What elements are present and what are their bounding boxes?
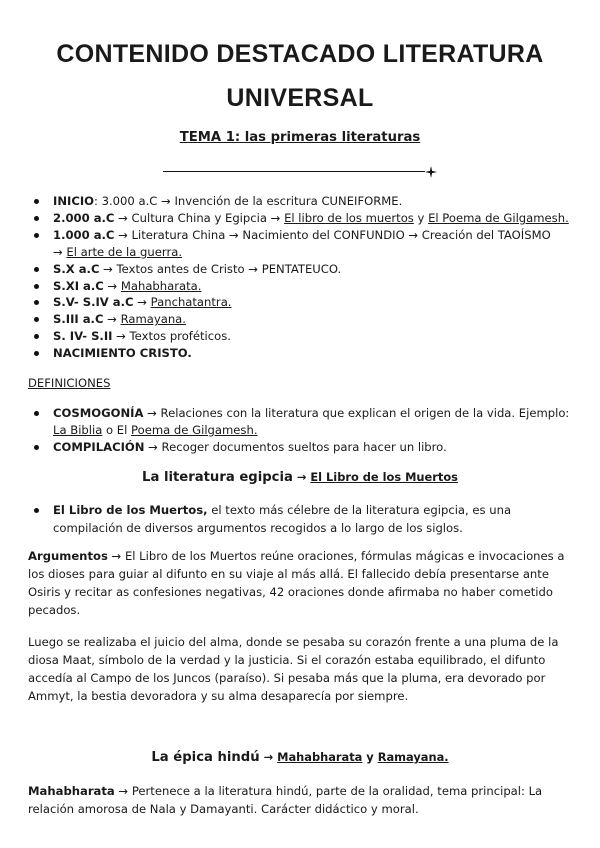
- bullet-icon: [34, 284, 39, 289]
- section-title: La épica hindú: [151, 750, 260, 765]
- bullet-icon: [34, 317, 39, 322]
- decorative-divider: [163, 166, 437, 178]
- item-text: → Cultura China y Egipcia →: [114, 210, 285, 225]
- list-item: [28, 328, 576, 345]
- connector-text: y: [362, 750, 378, 764]
- underlined-title: El libro de los muertos: [284, 210, 414, 225]
- bullet-icon: [34, 508, 39, 513]
- item-label: NACIMIENTO CRISTO.: [53, 346, 192, 361]
- arrow-text: →: [292, 470, 311, 484]
- bullet-icon: [34, 300, 39, 305]
- star-icon: [425, 166, 437, 178]
- item-label: 1.000 a.C: [53, 227, 115, 242]
- list-item: [28, 405, 576, 439]
- arrow-text: →: [259, 750, 278, 764]
- definition-text: → Recoger documentos sueltos para hacer un libro.: [144, 439, 447, 454]
- section-title: La literatura egipcia: [142, 470, 293, 485]
- definition-term: COMPILACIÓN: [53, 439, 145, 454]
- bullet-icon: [34, 334, 39, 339]
- item-label: S. IV- S.II: [53, 329, 113, 344]
- mahabharata-paragraph: [28, 782, 572, 818]
- divider-line: [163, 171, 425, 172]
- definition-text: → Relaciones con la literatura que explican el origen de la vida. Ejemplo:: [143, 406, 570, 420]
- list-item: [28, 294, 576, 311]
- item-text: y: [413, 210, 429, 225]
- list-item: [28, 210, 576, 227]
- bullet-icon: [34, 351, 39, 356]
- underlined-title: Ramayana.: [120, 312, 186, 327]
- item-text: → Textos antes de Cristo → PENTATEUCO.: [99, 261, 342, 276]
- topic-subtitle: TEMA 1: las primeras literaturas: [179, 130, 421, 145]
- underlined-title: Poema de Gilgamesh.: [131, 422, 258, 437]
- underlined-title: Mahabharata.: [120, 278, 202, 293]
- item-text: : 3.000 a.C → Invención de la escritura CUNEIFORME.: [94, 194, 403, 208]
- underlined-title: El Poema de Gilgamesh.: [428, 210, 569, 225]
- paragraph-text: → El Libro de los Muertos reúne oraciones, fórmulas mágicas e invocaciones a los dioses para guiar al difunto en su viaje al más allá. El fallecido debía presentarse ante Osiris y recitar as confesiones negativas, 42 oraciones donde afirmaba no haber cometido pecados.: [28, 549, 565, 617]
- underlined-title: Panchatantra.: [150, 295, 232, 310]
- definition-text: o El: [102, 422, 132, 437]
- paragraph-term: Mahabharata: [28, 784, 115, 798]
- judgement-paragraph: Luego se realizaba el juicio del alma, donde se pesaba su corazón frente a una pluma de la diosa Maat, símbolo de la verdad y la justicia. Si el corazón estaba equilibrado, el difunto accedía al Campo de los Juncos (paraíso). Si pesaba más que la pluma, era devorado por Ammyt, la bestia devoradora y su alma desaparecía por siempre.: [28, 635, 559, 703]
- list-item: [28, 261, 576, 278]
- underlined-title: La Biblia: [53, 422, 103, 437]
- item-label: INICIO: [53, 194, 95, 208]
- bullet-icon: [34, 267, 39, 272]
- item-label: S.X a.C: [53, 261, 100, 276]
- arguments-paragraph: [28, 547, 572, 619]
- bullet-icon: [34, 199, 39, 204]
- paragraph-term: Argumentos: [28, 549, 108, 563]
- item-text: →: [133, 295, 151, 310]
- item-label: S.V- S.IV a.C: [53, 295, 134, 310]
- title-line-1: CONTENIDO DESTACADO LITERATURA: [56, 40, 544, 68]
- bullet-icon: [34, 411, 39, 416]
- list-item: [28, 345, 576, 362]
- title-line-2: UNIVERSAL: [226, 84, 374, 112]
- list-item: [28, 439, 576, 456]
- list-item: [28, 278, 576, 295]
- page-title: [30, 32, 570, 120]
- definitions-list: [28, 405, 576, 456]
- underlined-title: Mahabharata: [277, 750, 363, 764]
- list-item: [28, 311, 576, 328]
- underlined-title: Ramayana.: [377, 750, 449, 764]
- item-label: S.XI a.C: [53, 278, 104, 293]
- item-label: 2.000 a.C: [53, 210, 115, 225]
- item-text: →: [103, 312, 121, 327]
- item-label: El Libro de los Muertos,: [53, 503, 208, 517]
- item-text: el texto más célebre de la literatura egipcia, es una compilación de diversos argumentos recogidos a lo largo de los siglos.: [53, 503, 512, 535]
- list-item: [28, 193, 576, 210]
- underlined-title: El arte de la guerra.: [66, 244, 183, 259]
- paragraph-text: → Pertenece a la literatura hindú, parte de la oralidad, tema principal: La relación amorosa de Nala y Damayanti. Carácter didáctico y moral.: [28, 784, 543, 816]
- egypt-list: [28, 501, 558, 537]
- timeline-list: [28, 193, 576, 362]
- list-item: [28, 227, 576, 261]
- india-heading: [0, 750, 600, 765]
- egypt-heading: [0, 470, 600, 485]
- underlined-title: El Libro de los Muertos: [310, 470, 458, 484]
- list-item: [28, 501, 558, 537]
- item-label: S.III a.C: [53, 312, 104, 327]
- bullet-icon: [34, 233, 39, 238]
- item-text: → Literatura China → Nacimiento del CONFUNDIO → Creación del TAOÍSMO: [114, 227, 551, 242]
- definitions-heading: DEFINICIONES: [28, 376, 111, 390]
- definition-term: COSMOGONÍA: [53, 406, 144, 420]
- bullet-icon: [34, 445, 39, 450]
- item-text: → Textos proféticos.: [112, 329, 231, 344]
- item-text: →: [53, 244, 67, 259]
- item-text: →: [103, 278, 121, 293]
- bullet-icon: [34, 216, 39, 221]
